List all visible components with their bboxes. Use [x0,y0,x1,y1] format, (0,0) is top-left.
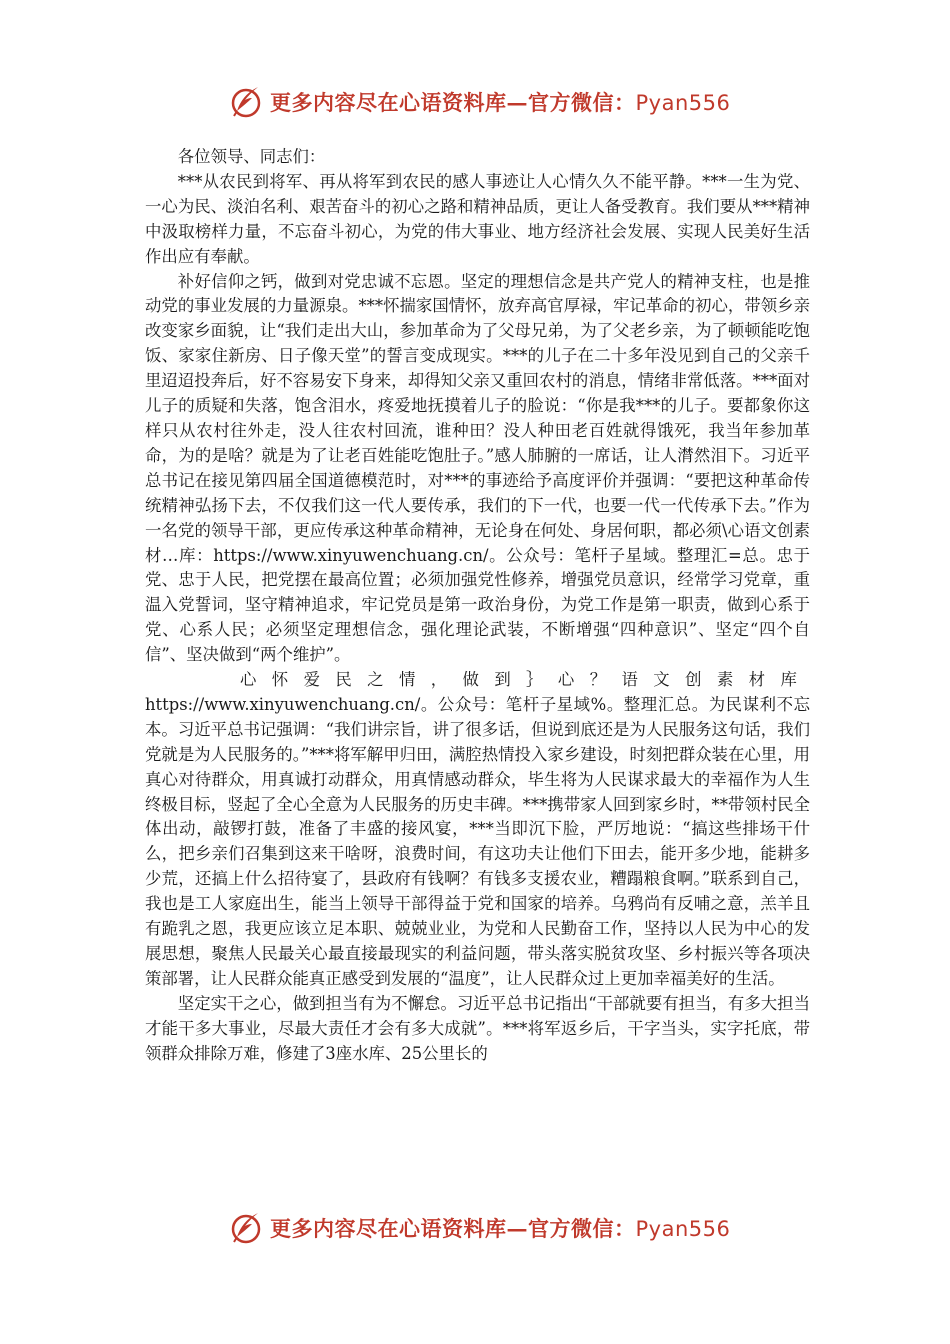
paragraph: 补好信仰之钙，做到对党忠诚不忘恩。坚定的理想信念是共产党人的精神支柱，也是推动党的事业发展的力量源泉。***怀揣家国情怀，放弃高官厚禄，牢记革命的初心，带领乡亲改变家乡面貌，让“我们走出大山，参加革命为了父母兄弟，为了父老乡亲，为了顿顿能吃饱饭、家家住新房、日子像天堂”的誓言变成现实。***的儿子在二十多年没见到自己的父亲千里迢迢投奔后，好不容易安下身来，却得知父亲又重回农村的消息，情绪非常低落。***面对儿子的质疑和失落，饱含泪水，疼爱地抚摸着儿子的脸说：“你是我***的儿子。要都象你这样只从农村往外走，没人往农村回流，谁种田？没人种田老百姓就得饿死，我当年参加革命，为的是啥？就是为了让老百姓能吃饱肚子。”感人肺腑的一席话，让人潸然泪下。习近平总书记在接见第四届全国道德模范时，对***的事迹给予高度评价并强调：“要把这种革命传统精神弘扬下去，不仅我们这一代人要传承，我们的下一代，也要一代一代传承下去。”作为一名党的领导干部，更应传承这种革命精神，无论身在何处、身居何职，都必须\心语文创素材…库：https://www.xinyuwenchuang.cn/。公众号：笔杆子星域。整理汇=总。忠于党、忠于人民，把党摆在最高位置；必须加强党性修养，增强党员意识，经常学习党章，重温入党誓词，坚守精神追求，牢记党员是第一政治身份，为党工作是第一职责，做到心系于党、心系人民；必须坚定理想信念，强化理论武装，不断增强“四种意识”、坚定“四个自信”、坚决做到“两个维护”。 [145,271,810,665]
paragraph: ***从农民到将军、再从将军到农民的感人事迹让人心情久久不能平静。***一生为党、一心为民、淡泊名利、艰苦奋斗的初心之路和精神品质，更让人备受教育。我们要从***精神中汲取榜样力量，不忘奋斗初心，为党的伟大事业、地方经济社会发展、实现人民美好生活作出应有奉献。 [145,171,810,266]
paragraph: 坚定实干之心，做到担当有为不懈怠。习近平总书记指出“干部就要有担当，有多大担当才能干多大事业，尽最大责任才会有多大成就”。***将军返乡后，干字当头，实字托底，带领群众排除万难，修建了3座水库、25公里长的 [145,993,810,1063]
paragraph: https://www.xinyuwenchuang.cn/。公众号：笔杆子星域%。整理汇总。为民谋利不忘本。习近平总书记强调：“我们讲宗旨，讲了很多话，但说到底还是为人民服务这句话，我们党就是为人民服务的。”***将军解甲归田，满腔热情投入家乡建设，时刻把群众装在心里，用真心对待群众，用真诚打动群众，用真情感动群众，毕生将为人民谋求最大的幸福作为人生终极目标，竖起了全心全意为人民服务的历史丰碑。***携带家人回到家乡时，**带领村民全体出动，敲锣打鼓，准备了丰盛的接风宴，***当即沉下脸，严厉地说：“搞这些排场干什么，把乡亲们召集到这来干啥呀，浪费时间，有这功夫让他们下田去，能开多少地，能耕多少荒，还搞上什么招待宴了，县政府有钱啊？有钱多支援农业，糟蹋粮食啊。”联系到自己，我也是工人家庭出生，能当上领导干部得益于党和国家的培养。乌鸦尚有反哺之意，羔羊且有跪乳之恩，我更应该立足本职、兢兢业业，为党和人民勤奋工作，坚持以人民为中心的发展思想，聚焦人民最关心最直接最现实的利益问题，带头落实脱贫攻坚、乡村振兴等各项决策部署，让人民群众能真正感受到发展的“温度”，让人民群众过上更加幸福美好的生活。 [145,694,810,988]
document-body [145,145,810,1067]
salutation: 各位领导、同志们： [177,147,326,166]
quill-pen-icon [228,1210,264,1246]
footer-wechat-id: Pyan556 [635,1217,731,1241]
quill-pen-icon [228,84,264,120]
footer-banner-text: 更多内容尽在心语资料库—官方微信：Pyan556 [270,1216,731,1241]
footer-banner [228,1208,748,1248]
header-banner [228,82,748,122]
header-wechat-id: Pyan556 [635,91,731,115]
header-banner-text: 更多内容尽在心语资料库—官方微信：Pyan556 [270,90,731,115]
spread-heading-line: 心怀爱民之情，做到｝心？语文创素材库 [240,670,810,690]
